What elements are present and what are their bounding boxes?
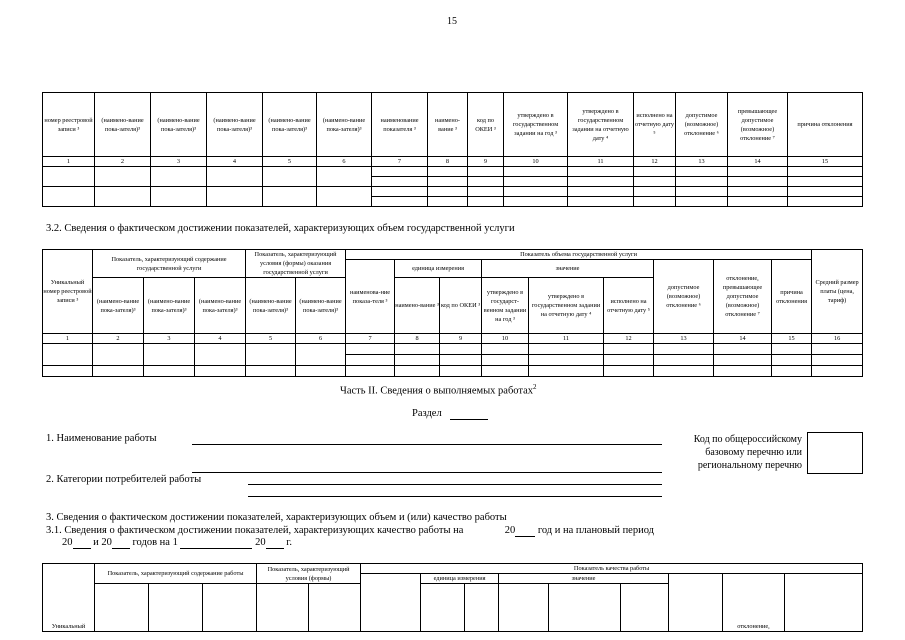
- column-number: 1: [43, 334, 93, 344]
- planned-year1-field[interactable]: [73, 537, 91, 549]
- item31-line1: [46, 525, 654, 537]
- column-number: 1: [43, 157, 95, 167]
- table-cell: [676, 187, 728, 197]
- table-cell: [151, 167, 207, 187]
- header-cell: утверждено в государственном задании на год ³: [504, 93, 568, 157]
- table-cell: [93, 366, 144, 377]
- column-number: 12: [604, 334, 654, 344]
- column-number: 16: [812, 334, 863, 344]
- table-cell: [529, 366, 604, 377]
- table-cell: [604, 344, 654, 355]
- work-name-label: 1. Наименование работы: [46, 433, 157, 444]
- table-cell: [195, 344, 246, 366]
- table-cell: [43, 344, 93, 366]
- consumers-field[interactable]: [248, 484, 662, 485]
- executed-header: исполнено на отчетную дату ⁵: [604, 278, 654, 334]
- header-cell: (наимено-вание пока-зателя)³: [95, 93, 151, 157]
- column-number-row: [43, 157, 863, 167]
- year-suffix: г.: [286, 537, 292, 548]
- table-cell: [263, 167, 317, 187]
- date-field[interactable]: [180, 537, 252, 549]
- table-cell: [728, 187, 788, 197]
- table-cell: [428, 167, 468, 177]
- table-cell: [309, 584, 361, 632]
- planned-period-text: год и на плановый период: [537, 525, 655, 536]
- table-cell: [785, 574, 863, 632]
- table-cell: [568, 187, 634, 197]
- table-cell: [428, 187, 468, 197]
- table-cell: [468, 187, 504, 197]
- sub-name-header: (наимено-вание пока-зателя)³: [246, 278, 296, 334]
- table-cell: [604, 355, 654, 366]
- part2-title: [340, 383, 537, 397]
- table-cell: [43, 167, 95, 187]
- sub-name-header: (наимено-вание пока-зателя)³: [144, 278, 195, 334]
- table-cell: [257, 584, 309, 632]
- table-cell: [195, 366, 246, 377]
- table-cell: [482, 355, 529, 366]
- year-prefix: 20: [255, 537, 266, 548]
- years-on-text: годов на 1: [132, 537, 178, 548]
- work-name-field[interactable]: [192, 444, 662, 445]
- table-cell: [203, 584, 257, 632]
- section-32-title: 3.2. Сведения о фактическом достижении показателей, характеризующих объем государственной услуги: [46, 223, 515, 234]
- header-cell: номер реестровой записи ³: [43, 93, 95, 157]
- section-label-text: Раздел: [412, 408, 442, 419]
- table-row: [43, 167, 863, 177]
- work-quality-table: [42, 563, 863, 632]
- consumers-label: 2. Категории потребителей работы: [46, 474, 202, 485]
- content-group-header: Показатель, характеризующий содержание работы: [95, 564, 257, 584]
- table-cell: [346, 366, 395, 377]
- table-cell: [621, 584, 669, 632]
- year-field[interactable]: [515, 525, 535, 537]
- table-cell: [728, 167, 788, 177]
- table-cell: [504, 167, 568, 177]
- quality-group-header: Показатель качества работы: [361, 564, 863, 574]
- table-cell: [468, 167, 504, 177]
- planned-year2-field[interactable]: [112, 537, 130, 549]
- table-cell: [812, 355, 863, 366]
- sub-name-header: (наимено-вание пока-зателя)³: [296, 278, 346, 334]
- table-cell: [428, 177, 468, 187]
- column-number: 5: [246, 334, 296, 344]
- table-cell: [296, 344, 346, 366]
- column-number: 15: [788, 157, 863, 167]
- volume-name-header: наименова-ние показа-теля ³: [346, 260, 395, 334]
- item31-line2: [62, 537, 292, 549]
- table-cell: [634, 177, 676, 187]
- table-cell: [346, 344, 395, 355]
- table-cell: [440, 366, 482, 377]
- table-cell: [372, 197, 428, 207]
- table-cell: [395, 344, 440, 355]
- unit-group-header: единица измерения: [395, 260, 482, 278]
- table-cell: [246, 366, 296, 377]
- table-cell: [317, 187, 372, 207]
- table-cell: [95, 187, 151, 207]
- allowed-deviation-header: допустимое (возможное) отклонение ⁶: [654, 260, 714, 334]
- table-cell: [372, 177, 428, 187]
- header-cell: наимено-вание ³: [428, 93, 468, 157]
- table-cell: [499, 584, 549, 632]
- column-number: 15: [772, 334, 812, 344]
- header-cell: наименование показателя ³: [372, 93, 428, 157]
- column-number: 9: [440, 334, 482, 344]
- table-cell: [504, 187, 568, 197]
- table-cell: [296, 366, 346, 377]
- table-cell: [93, 344, 144, 366]
- column-number: 8: [428, 157, 468, 167]
- header-cell: (наимено-вание пока-зателя)³: [317, 93, 372, 157]
- column-number: 2: [95, 157, 151, 167]
- table-cell: [482, 344, 529, 355]
- table-cell: [604, 366, 654, 377]
- header-cell: причина отклонения: [788, 93, 863, 157]
- column-number: 14: [728, 157, 788, 167]
- table-cell: [529, 355, 604, 366]
- table-cell: [568, 177, 634, 187]
- column-number: 5: [263, 157, 317, 167]
- year-prefix: 20: [504, 525, 516, 536]
- table-cell: [788, 167, 863, 177]
- column-number: 11: [529, 334, 604, 344]
- table-cell: [654, 344, 714, 355]
- table-cell: [482, 366, 529, 377]
- table-cell: [151, 187, 207, 207]
- table-cell: [634, 187, 676, 197]
- code-label: Код по общероссийскому базовому перечню или региональному перечню: [693, 434, 802, 471]
- header-cell: (наимено-вание пока-зателя)³: [207, 93, 263, 157]
- table-cell: [465, 584, 499, 632]
- column-number: 9: [468, 157, 504, 167]
- table-cell: [421, 584, 465, 632]
- section-label: [412, 408, 488, 420]
- table-cell: [812, 344, 863, 355]
- header-cell: утверждено в государственном задании на отчетную дату ⁴: [568, 93, 634, 157]
- table-row: [43, 187, 863, 197]
- table-cell: [772, 355, 812, 366]
- part2-footnote: 2: [533, 383, 537, 391]
- unit-group-header: единица измерения: [421, 574, 499, 584]
- column-number: 3: [151, 157, 207, 167]
- table-cell: [714, 366, 772, 377]
- table-cell: [788, 177, 863, 187]
- table-cell: [676, 197, 728, 207]
- approved-date-header: утверждено в государственном задании на отчетную дату ⁴: [529, 278, 604, 334]
- column-number: 6: [296, 334, 346, 344]
- table-cell: [654, 355, 714, 366]
- header-cell: допустимое (возможное) отклонение ⁶: [676, 93, 728, 157]
- table-cell: [207, 167, 263, 187]
- table-cell: [395, 366, 440, 377]
- exceeding-deviation-header: отклонение, превышающее допустимое (возможное) отклонение ⁷: [714, 260, 772, 334]
- column-number: 7: [372, 157, 428, 167]
- and-year-text: и 20: [93, 537, 112, 548]
- table-cell: [568, 197, 634, 207]
- table-cell: [676, 177, 728, 187]
- column-number: 3: [144, 334, 195, 344]
- approved-year-header: утверждено в государст-венном задании на год ³: [482, 278, 529, 334]
- content-group-header: Показатель, характеризующий содержание государственной услуги: [93, 250, 246, 278]
- column-number: 11: [568, 157, 634, 167]
- table-header-row: [43, 93, 863, 157]
- column-number-row: [43, 334, 863, 344]
- value-group-header: значение: [482, 260, 654, 278]
- table-cell: [772, 366, 812, 377]
- table-cell: [468, 197, 504, 207]
- table-cell: [372, 187, 428, 197]
- column-number: 7: [346, 334, 395, 344]
- table-cell: [428, 197, 468, 207]
- table-cell: [504, 197, 568, 207]
- table-cell: [361, 574, 421, 632]
- header-cell: исполнено на отчетную дату ⁵: [634, 93, 676, 157]
- conditions-group-header: Показатель, характеризующий условия (формы) оказания государственной услуги: [246, 250, 346, 278]
- column-number: 12: [634, 157, 676, 167]
- table-cell: [144, 366, 195, 377]
- table-row: [43, 344, 863, 355]
- sub-name-header: (наимено-вание пока-зателя)³: [93, 278, 144, 334]
- column-number: 8: [395, 334, 440, 344]
- table-cell: [634, 197, 676, 207]
- column-number: 13: [676, 157, 728, 167]
- page-number: 15: [447, 16, 457, 27]
- header-cell: превышающее допустимое (возможное) отклонение ⁷: [728, 93, 788, 157]
- table-cell: [634, 167, 676, 177]
- year-prefix: 20: [62, 537, 73, 548]
- code-box[interactable]: [807, 432, 863, 474]
- column-number: 10: [504, 157, 568, 167]
- table-cell: [395, 355, 440, 366]
- header-cell: код по ОКЕИ ³: [468, 93, 504, 157]
- table-cell: [95, 584, 149, 632]
- conditions-group-header: Показатель, характеризующий условия (формы): [257, 564, 361, 584]
- deviation-header: отклонение,: [723, 574, 785, 632]
- table-cell: [772, 344, 812, 355]
- table-cell: [669, 574, 723, 632]
- column-number: 4: [195, 334, 246, 344]
- section-number-field[interactable]: [450, 408, 488, 420]
- unique-number-header: Уникальный: [43, 564, 95, 632]
- item3-text: 3. Сведения о фактическом достижении показателей, характеризующих объем и (или) качество работы: [46, 512, 507, 523]
- table-cell: [372, 167, 428, 177]
- table-cell: [317, 167, 372, 187]
- unique-number-header: Уникальный номер реестровой записи ³: [43, 250, 93, 334]
- column-number: 13: [654, 334, 714, 344]
- column-number: 10: [482, 334, 529, 344]
- table-cell: [788, 197, 863, 207]
- table-cell: [529, 344, 604, 355]
- avg-fee-header: Средний размер платы (цена, тариф): [812, 250, 863, 334]
- volume-indicators-table: [42, 249, 863, 377]
- part2-title-text: Часть II. Сведения о выполняемых работах: [340, 385, 534, 397]
- table-row: [43, 366, 863, 377]
- unit-name-header: наимено-вание ³: [395, 278, 440, 334]
- date-year-field[interactable]: [266, 537, 284, 549]
- table-cell: [144, 344, 195, 366]
- table-cell: [95, 167, 151, 187]
- table-cell: [504, 177, 568, 187]
- table-cell: [43, 187, 95, 207]
- volume-group-header: Показатель объема государственной услуги: [346, 250, 812, 260]
- table-cell: [714, 355, 772, 366]
- column-number: 2: [93, 334, 144, 344]
- column-number: 6: [317, 157, 372, 167]
- table-cell: [149, 584, 203, 632]
- table-cell: [346, 355, 395, 366]
- table-cell: [568, 167, 634, 177]
- table-cell: [654, 366, 714, 377]
- quality-indicators-table: [42, 92, 863, 207]
- reason-header: причина отклонения: [772, 260, 812, 334]
- sub-name-header: (наимено-вание пока-зателя)³: [195, 278, 246, 334]
- table-cell: [728, 197, 788, 207]
- header-cell: (наимено-вание пока-зателя)³: [151, 93, 207, 157]
- table-cell: [263, 187, 317, 207]
- table-cell: [812, 366, 863, 377]
- value-group-header: значение: [499, 574, 669, 584]
- table-cell: [43, 366, 93, 377]
- work-name-field-line2[interactable]: [192, 472, 662, 473]
- item31-text: 3.1. Сведения о фактическом достижении показателей, характеризующих качество работы на: [46, 525, 464, 536]
- table-cell: [728, 177, 788, 187]
- table-cell: [676, 167, 728, 177]
- column-number: 14: [714, 334, 772, 344]
- table-cell: [246, 344, 296, 366]
- table-cell: [549, 584, 621, 632]
- table-cell: [468, 177, 504, 187]
- table-cell: [714, 344, 772, 355]
- consumers-field-line2[interactable]: [248, 496, 662, 497]
- table-cell: [440, 355, 482, 366]
- header-cell: (наимено-вание пока-зателя)³: [263, 93, 317, 157]
- okei-header: код по ОКЕИ ³: [440, 278, 482, 334]
- table-cell: [440, 344, 482, 355]
- table-cell: [788, 187, 863, 197]
- table-cell: [207, 187, 263, 207]
- column-number: 4: [207, 157, 263, 167]
